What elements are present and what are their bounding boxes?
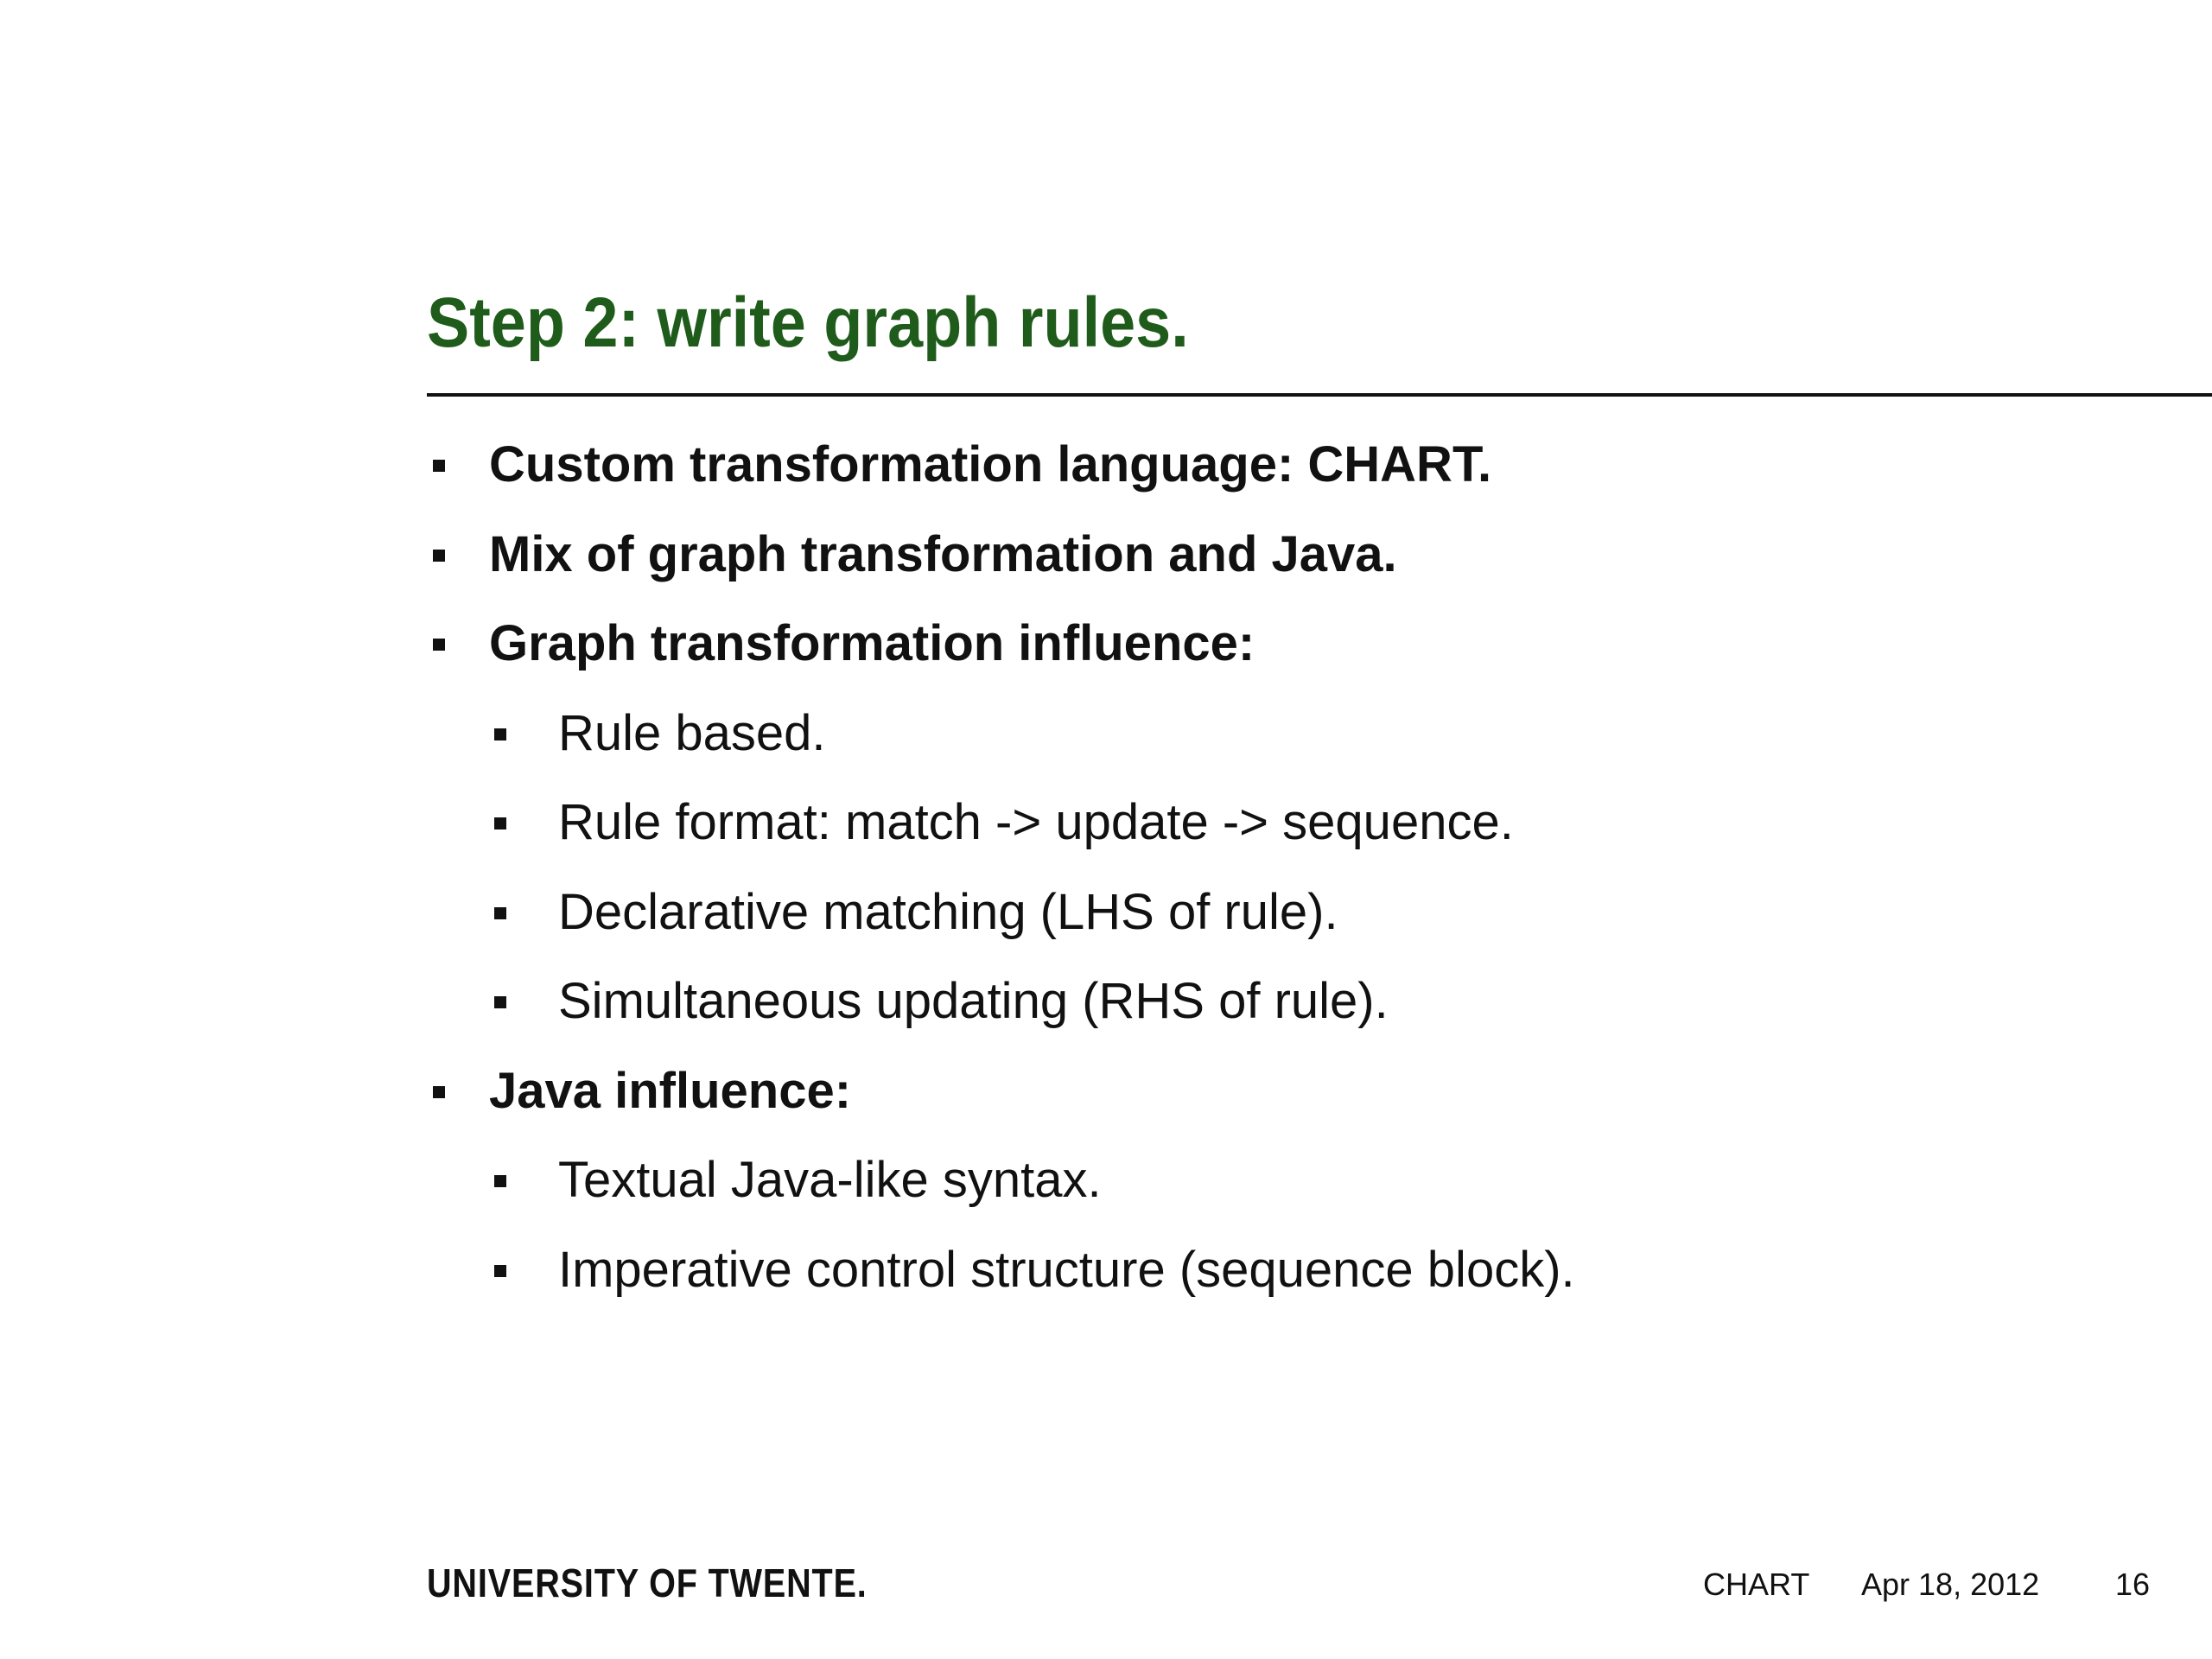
square-bullet-icon <box>494 907 506 919</box>
square-bullet-icon <box>433 550 445 562</box>
square-bullet-icon <box>433 460 445 472</box>
title-divider <box>427 393 2212 397</box>
square-bullet-icon <box>494 1175 506 1187</box>
square-bullet-icon <box>494 996 506 1008</box>
bullet-text: Custom transformation language: CHART. <box>489 436 1492 493</box>
sub-bullet-text: Rule format: match -> update -> sequence. <box>558 794 1514 850</box>
page-number: 16 <box>2115 1567 2151 1602</box>
bullet-text: Java influence: <box>489 1062 852 1119</box>
square-bullet-icon <box>494 817 506 830</box>
sub-bullet-text: Imperative control structure (sequence block). <box>558 1241 1575 1298</box>
slide-title: Step 2: write graph rules. <box>427 283 1189 362</box>
sub-bullet-text: Textual Java-like syntax. <box>558 1152 1102 1208</box>
square-bullet-icon <box>433 639 445 651</box>
footer-topic: CHART <box>1703 1567 1810 1602</box>
square-bullet-icon <box>494 728 506 741</box>
bullet-text: Mix of graph transformation and Java. <box>489 525 1397 582</box>
bullet-text: Graph transformation influence: <box>489 615 1255 671</box>
square-bullet-icon <box>433 1086 445 1098</box>
sub-bullet-text: Declarative matching (LHS of rule). <box>558 883 1338 940</box>
sub-bullet-text: Rule based. <box>558 704 826 761</box>
footer-date: Apr 18, 2012 <box>1861 1567 2040 1602</box>
square-bullet-icon <box>494 1265 506 1277</box>
university-logo: UNIVERSITY OF TWENTE. <box>427 1560 868 1605</box>
sub-bullet-text: Simultaneous updating (RHS of rule). <box>558 973 1389 1029</box>
